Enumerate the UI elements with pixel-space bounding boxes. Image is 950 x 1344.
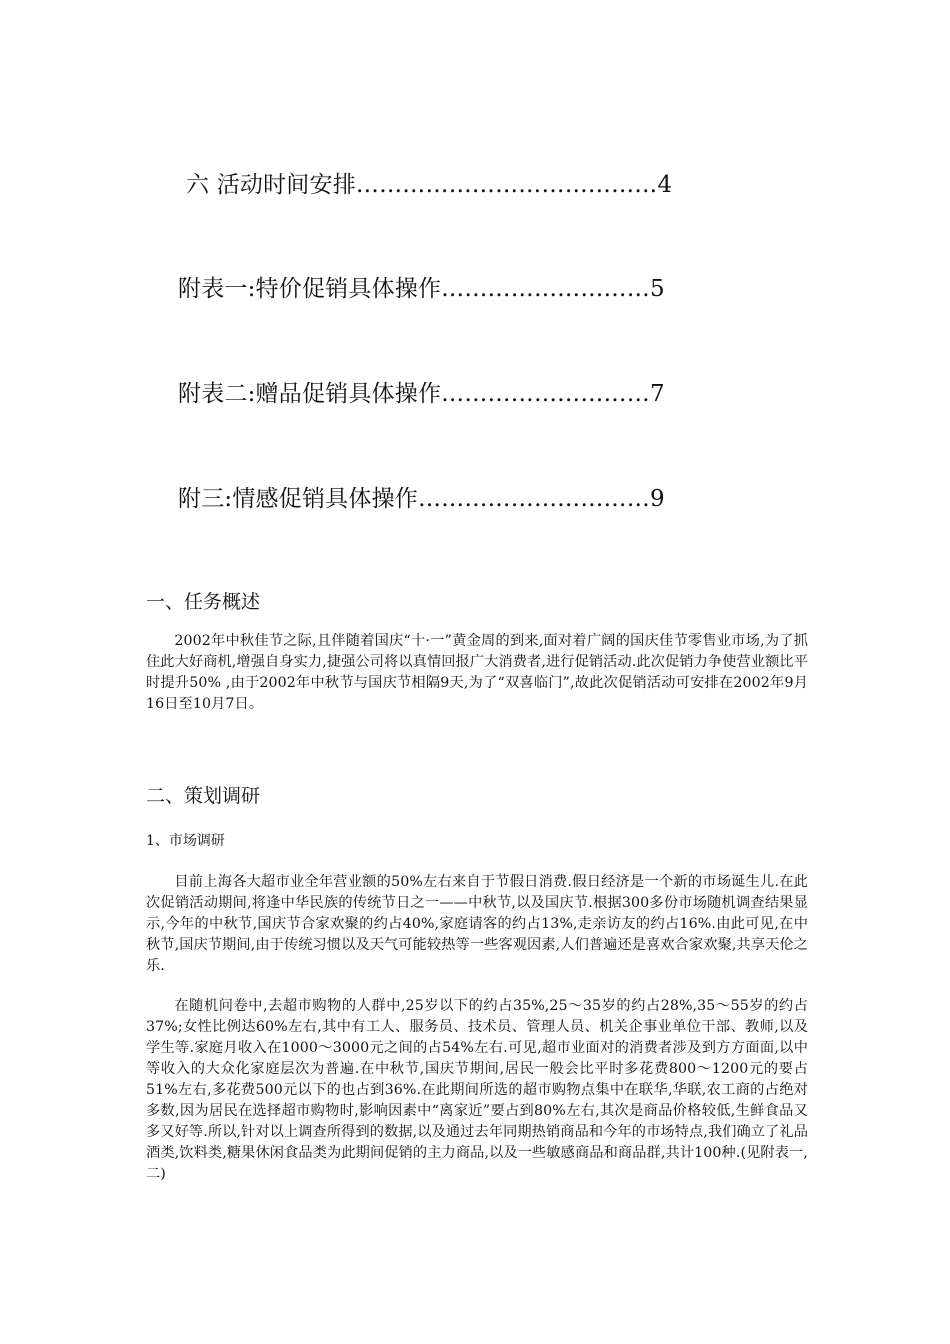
section-2-heading: 二、策划调研 <box>146 785 261 807</box>
section-2-paragraph-2: 在随机问卷中,去超市购物的人群中,25岁以下的约占35%,25～35岁的约占28%,35～55岁的约占37%;女性比例达60%左右,其中有工人、服务员、技术员、管理人员、机关企事业单位干部、教师,以及学生等.家庭月收入在1000～3000元之间的占54%左右.可见,超市业面对的消费者涉及到方方面面,以中等收入的大众化家庭层次为普遍.在中秋节,国庆节期间,居民一般会比平时多花费800～1200元的要占51%左右,多花费500元以下的也占到36%.在此期间所选的超市购物点集中在联华,华联,农工商的占绝对多数,因为居民在选择超市购物时,影响因素中“离家近”要占到80%左右,其次是商品价格较低,生鲜食品又多又好等.所以,针对以上调查所得到的数据,以及通过去年同期热销商品和今年的市场特点,我们确立了礼品酒类,饮料类,糖果休闲食品类为此期间促销的主力商品,以及一些敏感商品和商品群,共计100种.(见附表一,二) <box>146 998 808 1182</box>
toc-entry-appendix-2: 附表二:赠品促销具体操作………………………7 <box>178 381 665 407</box>
toc-entry-appendix-3: 附三:情感促销具体操作…………………………9 <box>178 486 665 512</box>
section-1-heading: 一、任务概述 <box>146 591 261 613</box>
section-1-paragraph: 2002年中秋佳节之际,且伴随着国庆“十·一”黄金周的到来,面对着广阔的国庆佳节零售业市场,为了抓住此大好商机,增强自身实力,捷强公司将以真情回报广大消费者,进行促销活动.此次促销力争使营业额比平时提升50% ,由于2002年中秋节与国庆节相隔9天,为了“双喜临门”,故此次促销活动可安排在2002年9月16日至10月7日。 <box>146 633 808 712</box>
section-2-subheading: 1、市场调研 <box>146 833 225 849</box>
section-2-paragraph-1: 目前上海各大超市业全年营业额的50%左右来自于节假日消费.假日经济是一个新的市场诞生儿.在此次促销活动期间,将逢中华民族的传统节日之一——中秋节,以及国庆节.根据300多份市场随机调查结果显示,今年的中秋节,国庆节合家欢聚的约占40%,家庭请客的约占13%,走亲访友的约占16%.由此可见,在中秋节,国庆节期间,由于传统习惯以及天气可能较热等一些客观因素,人们普遍还是喜欢合家欢聚,共享天伦之乐. <box>146 874 808 974</box>
toc-entry-appendix-1: 附表一:特价促销具体操作………………………5 <box>178 276 665 302</box>
toc-entry-activity-schedule: 六 活动时间安排…………………………………4 <box>186 172 673 198</box>
